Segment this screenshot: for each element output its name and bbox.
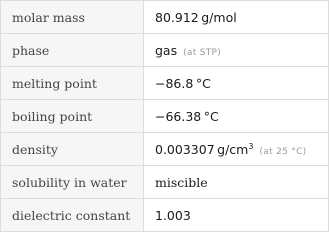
value-qualifier: (at 25 °C)	[259, 146, 307, 157]
row-value	[144, 100, 329, 133]
row-label: molar mass	[1, 1, 144, 34]
value-unit: g/mol	[201, 9, 237, 25]
row-label: boiling point	[1, 100, 144, 133]
row-label: density	[1, 133, 144, 166]
value-text: miscible	[155, 174, 208, 190]
value-unit: °C	[203, 108, 219, 124]
value-number: 0.003307	[155, 141, 215, 157]
value-number: −86.8	[155, 75, 194, 91]
table-row	[1, 67, 329, 100]
row-value	[144, 133, 329, 166]
table-row	[1, 166, 329, 199]
value-qualifier: (at STP)	[183, 47, 222, 58]
value-text: gas	[155, 42, 178, 58]
unit-exponent: 3	[248, 141, 254, 151]
value-number: 1.003	[155, 207, 191, 223]
row-value	[144, 166, 329, 199]
row-value	[144, 1, 329, 34]
value-number: 80.912	[155, 9, 199, 25]
row-value	[144, 199, 329, 232]
value-unit: °C	[195, 75, 211, 91]
row-label: phase	[1, 34, 144, 67]
row-label: dielectric constant	[1, 199, 144, 232]
table-row	[1, 100, 329, 133]
row-value	[144, 67, 329, 100]
row-label: solubility in water	[1, 166, 144, 199]
table-row	[1, 133, 329, 166]
row-value	[144, 34, 329, 67]
table-row	[1, 34, 329, 67]
value-number: −66.38	[155, 108, 202, 124]
row-label: melting point	[1, 67, 144, 100]
value-unit: g/cm	[217, 141, 249, 157]
table-row	[1, 1, 329, 34]
table-row	[1, 199, 329, 232]
